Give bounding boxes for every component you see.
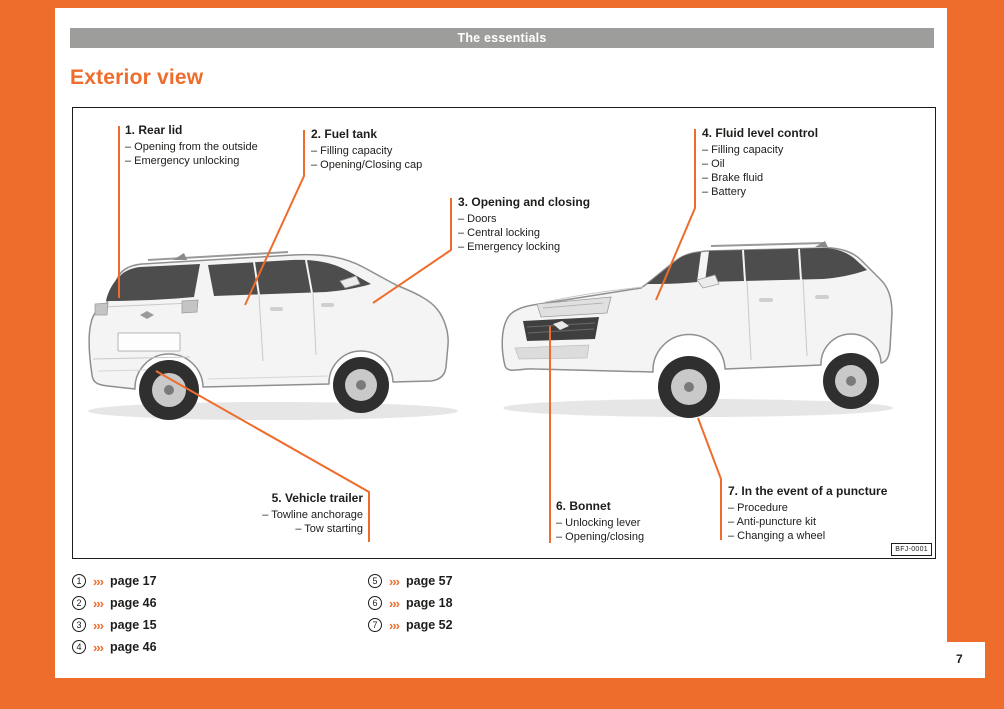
cross-reference-arrows-icon: ›››	[389, 573, 399, 589]
callout-fluid-level-control	[702, 126, 818, 199]
cross-reference-arrows-icon: ›››	[389, 617, 399, 633]
callout-item: – Procedure	[728, 502, 788, 514]
callout-title: 1. Rear lid	[125, 123, 183, 137]
callout-item: – Anti-puncture kit	[728, 516, 817, 528]
callout-vehicle-trailer	[262, 491, 363, 536]
callout-item: – Opening/Closing cap	[311, 159, 423, 171]
callout-item: – Filling capacity	[702, 144, 784, 156]
callout-item: – Central locking	[458, 227, 540, 239]
callout-puncture	[728, 484, 887, 543]
callout-item: – Changing a wheel	[728, 530, 826, 542]
reference-number-badge: 4	[72, 640, 86, 654]
page-reference[interactable]	[368, 574, 453, 588]
page-references-col2	[368, 574, 453, 632]
exterior-diagram	[72, 107, 936, 559]
callout-item: – Towline anchorage	[262, 509, 363, 521]
reference-number-badge: 2	[72, 596, 86, 610]
page-reference[interactable]	[72, 596, 157, 610]
cross-reference-arrows-icon: ›››	[93, 573, 103, 589]
page-references-col1	[72, 574, 157, 654]
callout-title: 6. Bonnet	[556, 499, 611, 513]
page-reference[interactable]	[72, 574, 157, 588]
cross-reference-arrows-icon: ›››	[389, 595, 399, 611]
page-reference[interactable]	[72, 618, 157, 632]
callout-item: – Opening/closing	[556, 531, 645, 543]
reference-page-label: page 18	[406, 596, 453, 610]
page-reference[interactable]	[368, 596, 453, 610]
page-reference[interactable]	[72, 640, 157, 654]
cross-reference-arrows-icon: ›››	[93, 617, 103, 633]
reference-page-label: page 52	[406, 618, 453, 632]
reference-number-badge: 1	[72, 574, 86, 588]
callout-title: 7. In the event of a puncture	[728, 484, 888, 498]
callout-item: – Brake fluid	[702, 172, 764, 184]
callout-item: – Emergency locking	[458, 241, 561, 253]
callout-title: 2. Fuel tank	[311, 127, 378, 141]
section-header	[70, 28, 934, 48]
reference-number-badge: 3	[72, 618, 86, 632]
page-number: 7	[956, 652, 963, 666]
reference-page-label: page 15	[110, 618, 157, 632]
callout-item: – Tow starting	[295, 523, 363, 535]
page-number-tab	[947, 642, 985, 678]
callout-item: – Emergency unlocking	[125, 155, 240, 167]
car-front-view-illustration	[502, 241, 893, 418]
reference-number-badge: 5	[368, 574, 382, 588]
callout-title: 4. Fluid level control	[702, 126, 819, 140]
callout-item: – Battery	[702, 186, 747, 198]
reference-number-badge: 7	[368, 618, 382, 632]
cross-reference-arrows-icon: ›››	[93, 639, 103, 655]
reference-number-badge: 6	[368, 596, 382, 610]
callout-item: – Filling capacity	[311, 145, 393, 157]
reference-page-label: page 57	[406, 574, 453, 588]
reference-page-label: page 46	[110, 596, 157, 610]
callout-title: 3. Opening and closing	[458, 195, 591, 209]
callout-item: – Opening from the outside	[125, 141, 258, 153]
callout-item: – Unlocking lever	[556, 517, 641, 529]
figure-code: BFJ-0001	[891, 543, 932, 556]
page-reference[interactable]	[368, 618, 453, 632]
callout-title: 5. Vehicle trailer	[271, 491, 363, 505]
callout-bonnet	[556, 499, 644, 544]
callout-item: – Oil	[702, 158, 725, 170]
reference-page-label: page 17	[110, 574, 157, 588]
reference-page-label: page 46	[110, 640, 157, 654]
page-content	[55, 8, 947, 678]
callout-fuel-tank	[311, 127, 422, 172]
callout-item: – Doors	[458, 213, 497, 225]
car-rear-view-illustration	[88, 252, 458, 420]
section-header-label: The essentials	[457, 31, 547, 45]
callout-rear-lid	[125, 123, 258, 168]
page-title: Exterior view	[70, 66, 204, 89]
callout-opening-closing	[458, 195, 590, 254]
cross-reference-arrows-icon: ›››	[93, 595, 103, 611]
